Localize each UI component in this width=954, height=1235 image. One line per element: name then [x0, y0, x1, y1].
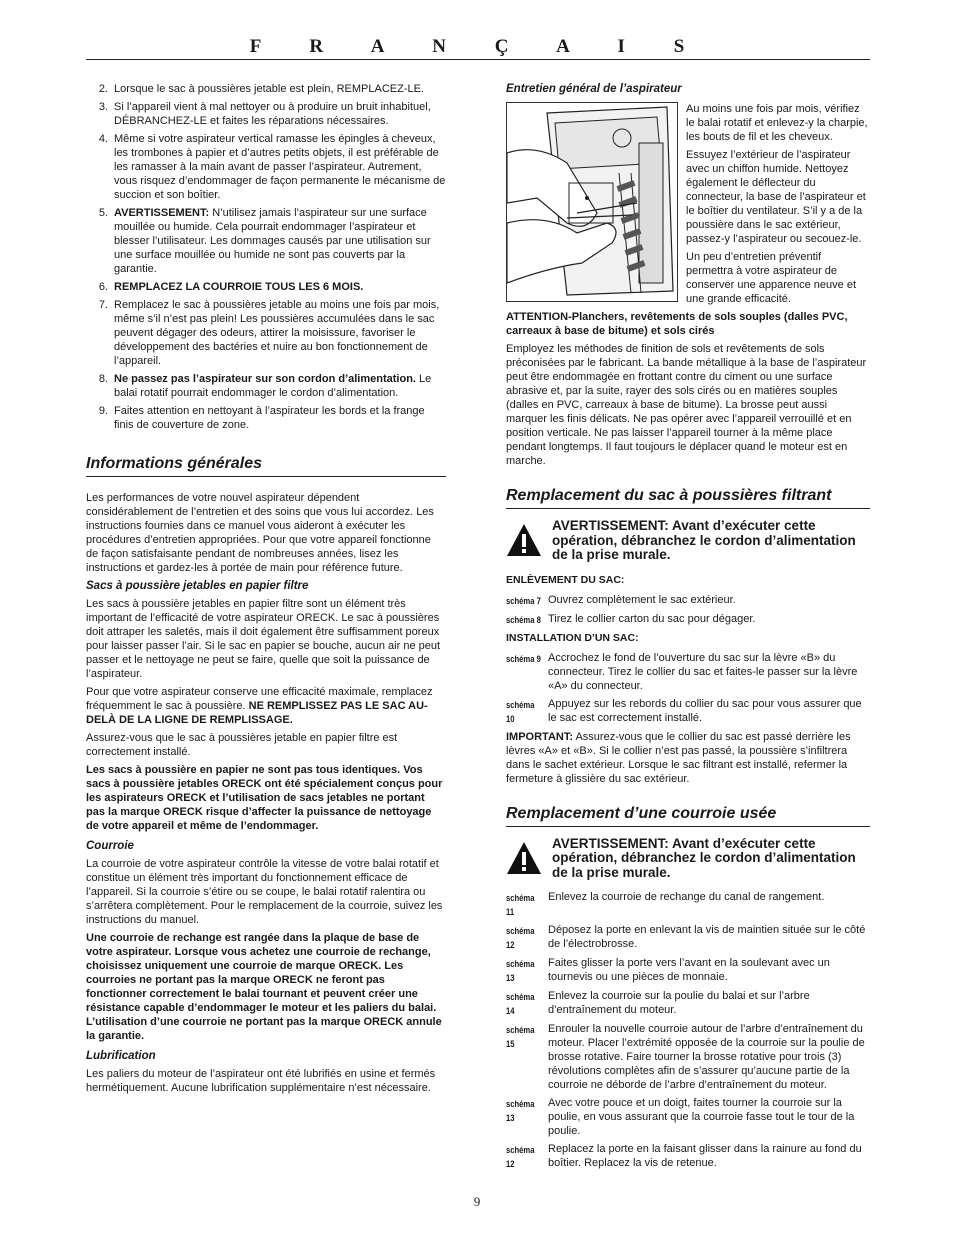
tip-number: 7. — [98, 299, 108, 311]
tip-item — [86, 372, 446, 400]
schema-label: schéma 12 — [506, 926, 535, 950]
tip-body: Remplacez le sac à poussières jetable au moins une fois par mois, même s’il n’est pas plein! Les poussières accumulées dans le sac peuvent dégager des odeurs, attirer la moisissure, favoriser le développement des bactéries et nuire au bon fonctionnement de l’appareil. — [114, 299, 440, 367]
courroie-paragraph-1: La courroie de votre aspirateur contrôle la vitesse de votre balai rotatif et constitue un élément très important du fonctionnement efficace de l’appareil. Si la courroie s’étire ou se coupe, le balai rotatif ralentira ou s’arrêtera complètement. Pour le remplacement de la courroie, suivez les instructions du manuel. — [86, 858, 443, 926]
warning-icon — [506, 841, 542, 875]
schema-label: schéma 11 — [506, 893, 535, 917]
tip-text — [114, 280, 446, 294]
section-title-informations: Informations générales — [86, 454, 446, 477]
tip-number: 3. — [98, 101, 108, 113]
schema-label: schéma 10 — [506, 699, 535, 724]
attention-title — [506, 310, 870, 338]
important-text: Assurez-vous que le collier du sac est passé derrière les lèvres «A» et «B». Si le collier n’est pas passé, la poussière s’infiltrera dans le sachet extérieur. Lorsque le sac filtrant est installé, refermer la fermeture à glissière du sac extérieur. — [506, 730, 851, 785]
entretien-paragraph-1: Au moins une fois par mois, vérifiez le balai rotatif et enlevez-y la charpie, les bouts de fil et les cheveux. — [686, 103, 868, 143]
tip-text — [114, 404, 446, 432]
tip-number: 5. — [98, 207, 108, 219]
tip-item — [86, 404, 446, 432]
warning-icon — [506, 523, 542, 557]
warning-block-1 — [506, 519, 870, 563]
step-row — [506, 697, 870, 726]
tip-text — [114, 132, 446, 202]
step-text: Déposez la porte en enlevant la vis de maintien située sur le côté de l’électrobrosse. — [548, 924, 866, 950]
tip-text — [114, 372, 446, 400]
step-text: Enlevez la courroie de rechange du canal de rangement. — [548, 891, 825, 903]
step-text: Accrochez le fond de l’ouverture du sac sur la lèvre «B» du connecteur. Tirez le collier du sac et faites-le passer sur la lèvre «A» du connecteur. — [548, 651, 858, 692]
sacs-p2-text: Pour que votre aspirateur conserve une efficacité maximale, remplacez fréquemment le sac à poussière. — [86, 686, 433, 712]
tip-item — [86, 82, 446, 96]
step-text: Enlevez la courroie sur la poulie du balai et sur l’arbre d’entraînement du moteur. — [548, 990, 810, 1016]
step-text: Appuyez sur les rebords du collier du sac pour vous assurer que le sac est correctement installé. — [548, 697, 862, 724]
sacs-paragraph-3: Assurez-vous que le sac à poussières jetable en papier filtre est correctement installé. — [86, 732, 398, 758]
installation-steps — [506, 651, 870, 726]
left-column — [86, 82, 446, 1099]
section-title-courroie: Remplacement d’une courroie usée — [506, 804, 870, 827]
tip-body: Le balai rotatif pourrait endommager le cordon d’alimentation. — [114, 373, 432, 399]
tip-bold: AVERTISSEMENT: — [114, 207, 210, 219]
subtitle-lubrification: Lubrification — [86, 1050, 156, 1062]
tip-bold: REMPLACEZ LA COURROIE TOUS LES 6 MOIS. — [114, 281, 364, 293]
enlevement-title: ENLÈVEMENT DU SAC: — [506, 573, 625, 586]
schema-label: schéma 15 — [506, 1025, 535, 1049]
tip-number: 6. — [98, 281, 108, 293]
step-text: Enrouler la nouvelle courroie autour de l’arbre d’entraînement du moteur. Placer l’extrémité opposée de la courroie sur la poulie de brosse rotative. Faire tourner la brosse rotative pour trois (3) révolutions complètes afin de s’assurer qu’aucune partie de la courroie ne déborde de l’arbre d’entraînement du moteur. — [548, 1023, 865, 1091]
sacs-p4-bold: Les sacs à poussière en papier ne sont pas tous identiques. Vos sacs à poussière jetables ORECK ont été spécialement conçus pour les aspirateurs ORECK et l’utilisation de sacs jetables ne portant pas la marque ORECK risque d’affecter la puissance de nettoyage de votre appareil et même de l’endommager. — [86, 764, 443, 832]
step-row — [506, 1096, 870, 1138]
tip-number: 4. — [98, 133, 108, 145]
page-header-title: F R A N Ç A I S — [249, 36, 707, 57]
important-label: IMPORTANT: — [506, 730, 574, 743]
tip-item — [86, 132, 446, 202]
warning-text-1: AVERTISSEMENT: Avant d’exécuter cette opération, débranchez le cordon d’alimentation de la prise murale. — [552, 518, 856, 562]
schema-label: schéma 13 — [506, 1099, 535, 1123]
warning-block-2 — [506, 837, 870, 881]
tip-text — [114, 100, 446, 128]
sacs-paragraph-1: Les sacs à poussière jetables en papier filtre sont un élément très important de l’efficacité de votre aspirateur ORECK. Le sac à poussières doit attraper les saletés, mais il doit également être suffisamment poreux pour laisser passer l’air. Si le sac en papier se bouche, aucun air ne peut passer et le nettoyage ne peut se faire, quelle que soit la puissance de l’aspirateur. — [86, 598, 441, 680]
installation-title: INSTALLATION D’UN SAC: — [506, 631, 639, 644]
courroie-steps — [506, 890, 870, 1171]
enlevement-steps — [506, 593, 870, 627]
tip-item — [86, 100, 446, 128]
step-row — [506, 923, 870, 952]
step-text: Ouvrez complètement le sac extérieur. — [548, 593, 736, 606]
header-rule — [86, 59, 870, 60]
section-title-sac: Remplacement du sac à poussières filtrant — [506, 486, 870, 509]
lubrification-paragraph: Les paliers du moteur de l’aspirateur ont été lubrifiés en usine et fermés hermétiquement. Aucune lubrification supplémentaire n’est nécessaire. — [86, 1068, 436, 1094]
sacs-paragraph-2 — [86, 685, 446, 727]
brushroll-illustration — [506, 102, 678, 302]
subtitle-courroie: Courroie — [86, 840, 134, 852]
tip-number: 9. — [98, 405, 108, 417]
tip-item — [86, 206, 446, 276]
tip-body: Si l’appareil vient à mal nettoyer ou à produire un bruit inhabituel, DÉBRANCHEZ-LE et faites les réparations nécessaires. — [114, 101, 431, 127]
sacs-p2-bold: NE REMPLISSEZ PAS LE SAC AU-DELÀ DE LA LIGNE DE REMPLISSAGE. — [86, 700, 428, 726]
step-row — [506, 956, 870, 985]
step-row — [506, 612, 870, 627]
info-paragraph: Les performances de votre nouvel aspirateur dépendent considérablement de l’entretien et des soins que vous lui accordez. Les instructions fournies dans ce manuel vous aideront à exécuter les procédures d’entretien appropriées. Pour que votre appareil fonctionne de façon satisfaisante pendant de nombreuses années, lisez les instructions et gardez-les à portée de main pour référence future. — [86, 492, 434, 574]
important-paragraph — [506, 730, 870, 786]
tip-number: 2. — [98, 83, 108, 95]
attention-title-text: ATTENTION-Planchers, revêtements de sols souples (dalles PVC, carreaux à base de bitume) et sols cirés — [506, 311, 848, 337]
entretien-paragraph-3: Un peu d’entretien préventif permettra à votre aspirateur de conserver une apparence neuve et une grande efficacité. — [686, 251, 857, 305]
step-text: Tirez le collier carton du sac pour dégager. — [548, 612, 756, 625]
schema-label: schéma 12 — [506, 1145, 535, 1169]
step-text: Avec votre pouce et un doigt, faites tourner la courroie sur la poulie, en vous assurant que la courroie fasse tout le tour de la poulie. — [548, 1097, 855, 1137]
courroie-paragraph-2 — [86, 931, 446, 1043]
schema-label: schéma 7 — [506, 595, 541, 606]
step-row — [506, 593, 870, 608]
tip-number: 8. — [98, 373, 108, 385]
schema-label: schéma 9 — [506, 653, 541, 664]
tip-body: Faites attention en nettoyant à l’aspirateur les bords et la frange finis de couverture de zone. — [114, 405, 425, 431]
step-row — [506, 651, 870, 693]
vacuum-brushroll-image — [507, 103, 677, 301]
subtitle-sacs: Sacs à poussière jetables en papier filtre — [86, 580, 309, 592]
step-row — [506, 1142, 870, 1171]
tip-bold: Ne passez pas l’aspirateur sur son cordon d’alimentation. — [114, 373, 416, 385]
schema-label: schéma 13 — [506, 959, 535, 983]
subtitle-entretien: Entretien général de l’aspirateur — [506, 83, 682, 95]
page-number: 9 — [473, 1194, 481, 1209]
tip-text — [114, 298, 446, 368]
attention-paragraph: Employez les méthodes de finition de sols et revêtements de sols préconisées par le fabricant. La bande métallique à la base de l’aspirateur peut être endommagée en frottant contre du ciment ou une surface abrasive et, par la suite, rayer des sols cirés ou en matières souples (dalles en PVC, carreaux à base de bitume). La brosse peut aussi marquer les finis délicats. Ne pas opérer avec l’appareil verrouillé et en position verticale. Ne pas laisser l’appareil tourner à la même place pendant longtemps. Il faut toujours le déplacer quand le moteur est en marche. — [506, 343, 867, 467]
step-row — [506, 989, 870, 1018]
tip-item — [86, 298, 446, 368]
tip-text — [114, 206, 446, 276]
tip-body: Lorsque le sac à poussières jetable est plein, REMPLACEZ-LE. — [114, 83, 424, 95]
step-text: Faites glisser la porte vers l’avant en la soulevant avec un tournevis ou une pièces de monnaie. — [548, 957, 830, 983]
step-row — [506, 890, 870, 919]
entretien-paragraph-2: Essuyez l’extérieur de l’aspirateur avec un chiffon humide. Nettoyez également le déflecteur du connecteur, la base de l’aspirateur et le boîtier du ventilateur. S’il y a de la poussière dans le sac extérieur, passez-y l’aspirateur ou secouez-le. — [686, 149, 866, 245]
tip-text — [114, 82, 446, 96]
tips-list — [86, 82, 446, 432]
schema-label: schéma 8 — [506, 614, 541, 625]
schema-label: schéma 14 — [506, 992, 535, 1016]
sacs-paragraph-4 — [86, 763, 446, 833]
tip-item — [86, 280, 446, 294]
step-text: Replacez la porte en la faisant glisser dans la rainure au fond du boîtier. Replacez la vis de retenue. — [548, 1143, 862, 1169]
courroie-p2-bold: Une courroie de rechange est rangée dans la plaque de base de votre aspirateur. Lorsque vous achetez une courroie de rechange, choisissez uniquement une courroie de marque ORECK. Les courroies ne portant pas la marque ORECK ne feront pas fonctionner correctement le balai tournant et peuvent créer une résistance capable d’endommager le moteur et les paliers du balai. L’utilisation d’une courroie ne portant pas la marque ORECK annule la garantie. — [86, 932, 442, 1042]
right-column — [506, 82, 870, 1175]
warning-text-2: AVERTISSEMENT: Avant d’exécuter cette opération, débranchez le cordon d’alimentation de la prise murale. — [552, 835, 856, 880]
tip-body: N’utilisez jamais l’aspirateur sur une surface mouillée ou humide. Cela pourrait endommager l’aspirateur et blesser l’utilisateur. Les dommages causés par une utilisation sur une surface mouillée ou humide ne sont pas couverts par la garantie. — [114, 207, 431, 275]
step-row — [506, 1022, 870, 1092]
tip-body: Même si votre aspirateur vertical ramasse les épingles à cheveux, les trombones à papier et d’autres petits objets, il est préférable de les ramasser à la main avant de passer l’aspirateur. Autrement, vous risquez d’endommager de façon permanente le mécanisme de succion et son boîtier. — [114, 133, 446, 201]
